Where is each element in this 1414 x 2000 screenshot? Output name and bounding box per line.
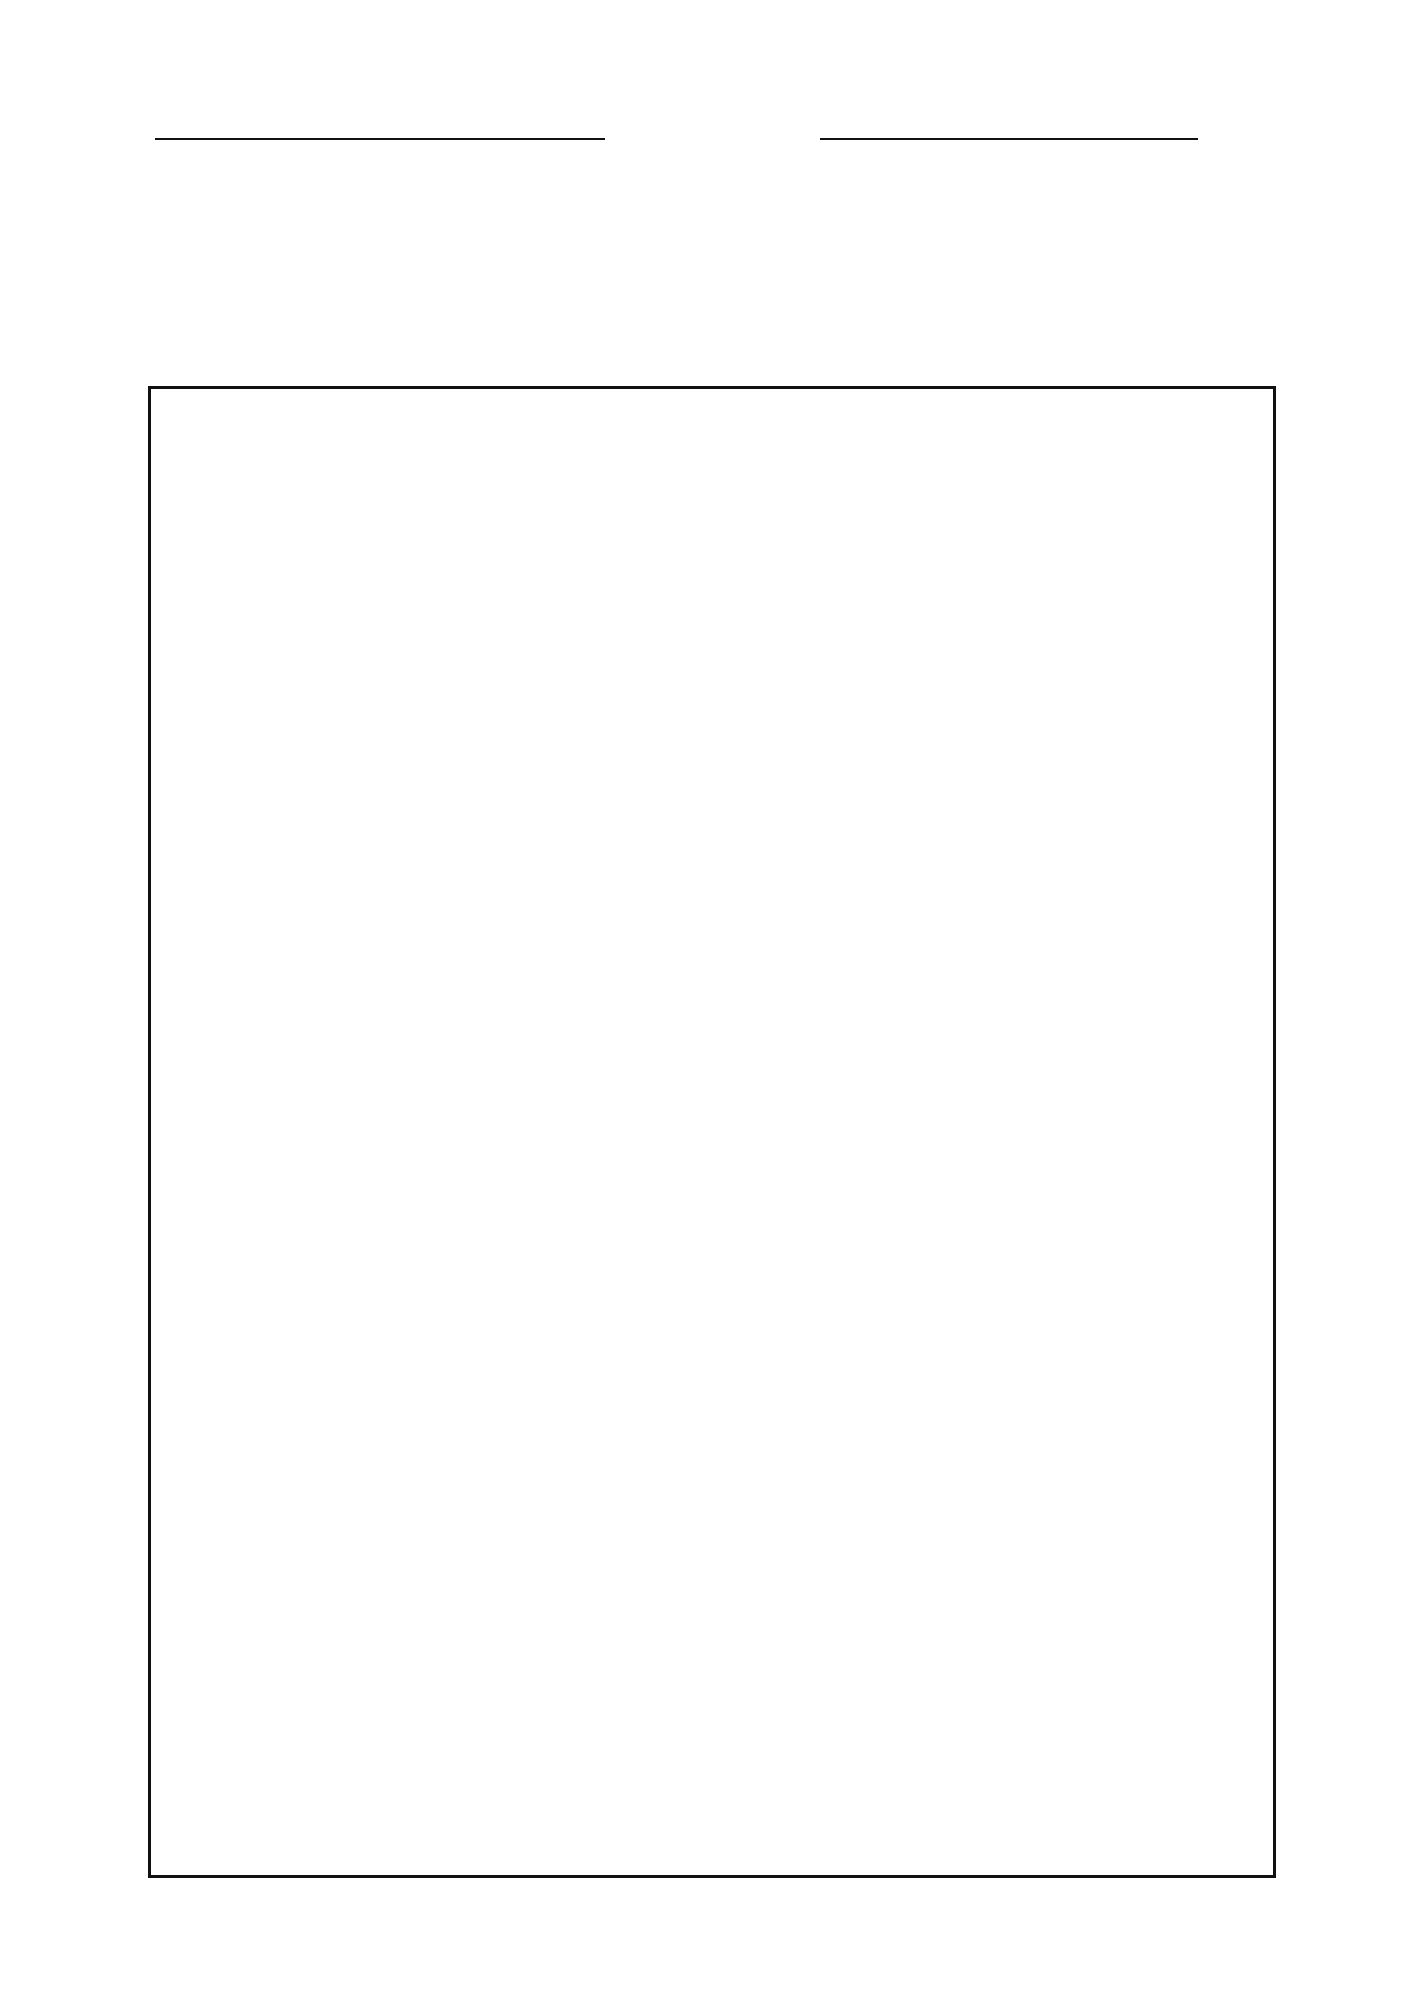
name-field[interactable] — [143, 112, 605, 140]
date-field[interactable] — [808, 112, 1198, 140]
count-table — [148, 386, 1276, 1878]
worksheet-header — [143, 112, 1273, 152]
name-line[interactable] — [155, 112, 605, 140]
date-line[interactable] — [820, 112, 1198, 140]
